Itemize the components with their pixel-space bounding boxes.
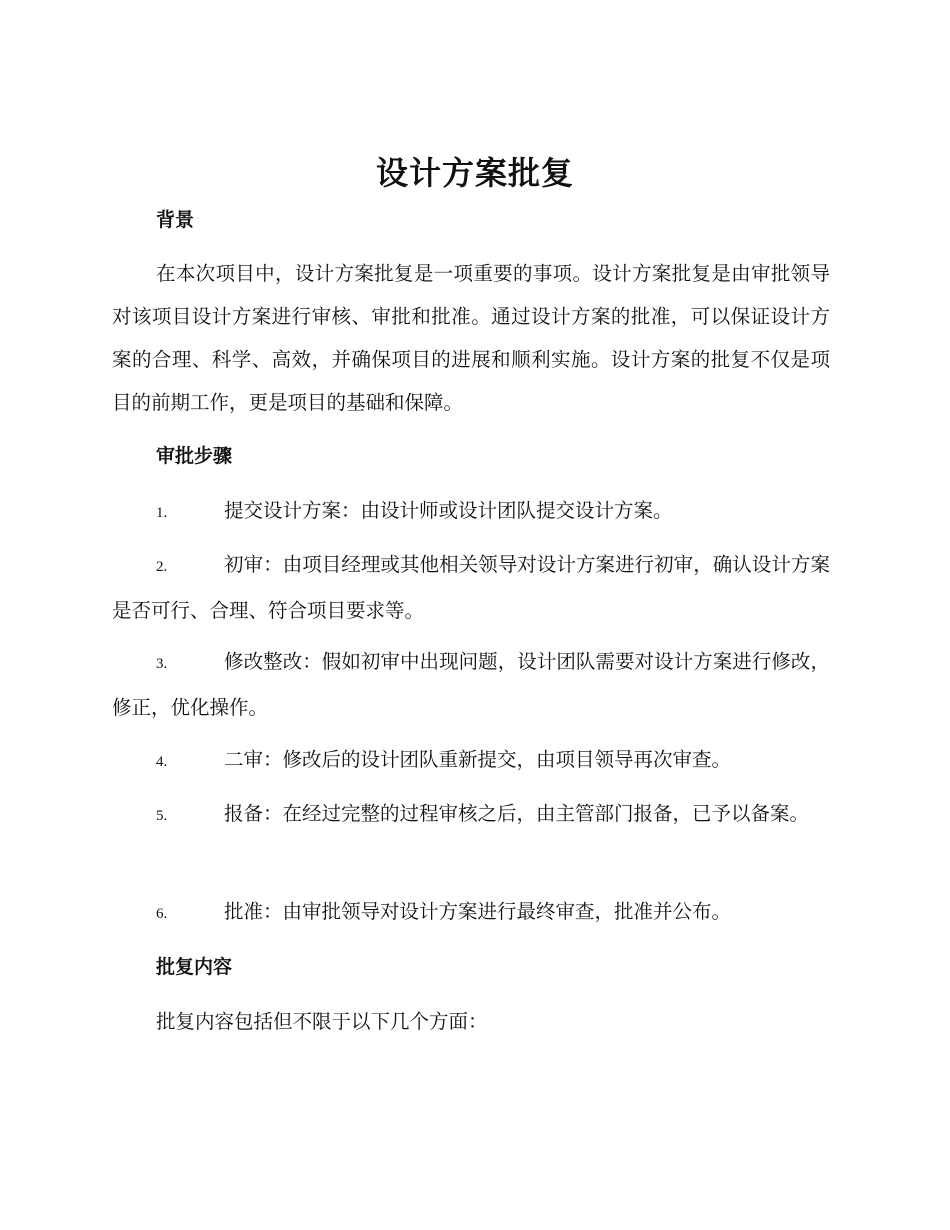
list-item-number: 5. [156, 808, 168, 824]
list-item-number: 2. [156, 559, 168, 575]
list-item-text: 初审：由项目经理或其他相关领导对设计方案进行初审，确认设计方案是否可行、合理、符合项目要求等。 [112, 553, 830, 622]
list-item-number: 6. [156, 906, 168, 922]
section-heading-background: 背景 [156, 209, 195, 231]
content-paragraph: 批复内容包括但不限于以下几个方面： [156, 1010, 488, 1033]
background-paragraph: 在本次项目中，设计方案批复是一项重要的事项。设计方案批复是由审批领导对该项目设计方案进行审核、审批和批准。通过设计方案的批准，可以保证设计方案的合理、科学、高效，并确保项目的进展和顺利实施。设计方案的批复不仅是项目的前期工作，更是项目的基础和保障。 [112, 262, 830, 414]
section-heading-content: 批复内容 [156, 956, 233, 978]
list-item-number: 4. [156, 754, 168, 770]
document-title: 设计方案批复 [375, 154, 574, 192]
list-item-text: 批准：由审批领导对设计方案进行最终审查，批准并公布。 [224, 900, 732, 923]
list-item-text: 修改整改：假如初审中出现问题，设计团队需要对设计方案进行修改，修正，优化操作。 [112, 650, 830, 719]
list-item-number: 1. [156, 505, 168, 521]
list-item-text: 二审：修改后的设计团队重新提交，由项目领导再次审查。 [224, 748, 732, 771]
list-item [112, 489, 830, 535]
list-item [112, 543, 830, 632]
list-item-text: 报备：在经过完整的过程审核之后，由主管部门报备，已予以备案。 [224, 802, 810, 825]
list-item [112, 792, 830, 838]
section-heading-steps: 审批步骤 [156, 445, 233, 467]
list-item-text: 提交设计方案：由设计师或设计团队提交设计方案。 [224, 499, 673, 522]
list-item [112, 738, 830, 784]
list-item-number: 3. [156, 656, 168, 672]
list-item [112, 640, 830, 729]
list-item [112, 890, 830, 936]
